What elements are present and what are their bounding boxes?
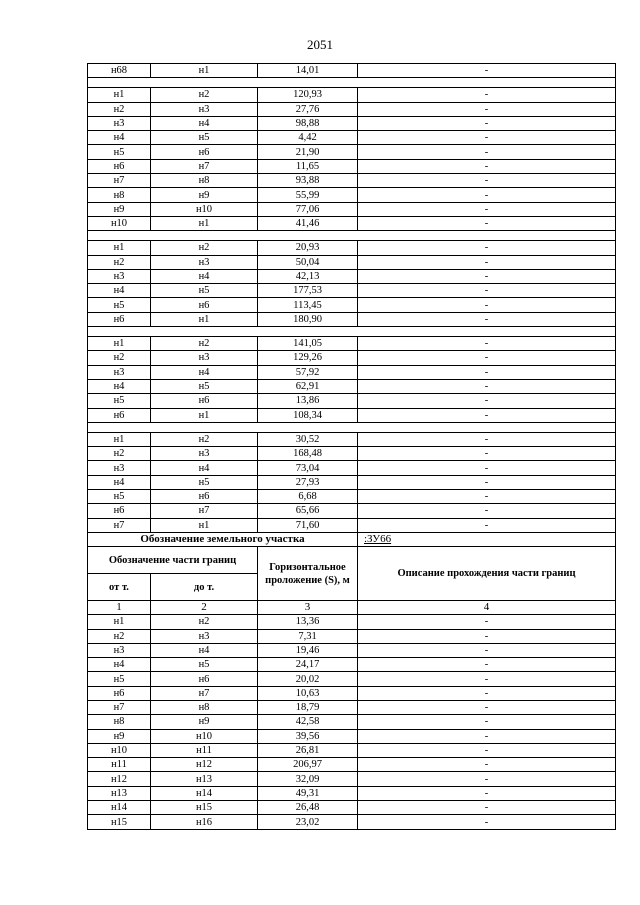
from-point: н3 [88, 365, 151, 379]
to-point: н7 [151, 686, 258, 700]
table-row [88, 729, 616, 743]
length-value: 41,46 [258, 216, 358, 230]
to-point: н3 [151, 102, 258, 116]
separator-row [88, 327, 616, 337]
from-point: н2 [88, 351, 151, 365]
table-row [88, 188, 616, 202]
length-value: 113,45 [258, 298, 358, 312]
description-value: - [358, 772, 616, 786]
from-point: н2 [88, 102, 151, 116]
length-value: 129,26 [258, 351, 358, 365]
description-value: - [358, 394, 616, 408]
to-point: н3 [151, 629, 258, 643]
from-point: н9 [88, 729, 151, 743]
part-header: Обозначение части границ [88, 547, 258, 574]
to-point: н8 [151, 174, 258, 188]
description-value: - [358, 504, 616, 518]
to-point: н1 [151, 408, 258, 422]
from-point: н4 [88, 379, 151, 393]
from-point: н13 [88, 786, 151, 800]
to-point: н10 [151, 729, 258, 743]
from-point: н10 [88, 216, 151, 230]
to-point: н5 [151, 284, 258, 298]
table-row [88, 408, 616, 422]
table-row [88, 490, 616, 504]
table-row [88, 658, 616, 672]
table-row [88, 686, 616, 700]
length-value: 21,90 [258, 145, 358, 159]
to-point: н7 [151, 504, 258, 518]
from-point: н4 [88, 475, 151, 489]
length-value: 27,76 [258, 102, 358, 116]
to-point: н4 [151, 643, 258, 657]
description-value: - [358, 188, 616, 202]
table-row [88, 672, 616, 686]
from-point: н10 [88, 743, 151, 757]
to-point: н2 [151, 432, 258, 446]
to-point: н9 [151, 188, 258, 202]
table-row [88, 700, 616, 714]
length-value: 50,04 [258, 255, 358, 269]
table-row [88, 174, 616, 188]
table-row [88, 801, 616, 815]
from-point: н7 [88, 700, 151, 714]
table-row [88, 461, 616, 475]
length-value: 13,86 [258, 394, 358, 408]
from-point: н6 [88, 159, 151, 173]
table-row [88, 432, 616, 446]
to-point: н2 [151, 241, 258, 255]
description-value: - [358, 432, 616, 446]
to-point: н10 [151, 202, 258, 216]
to-point: н1 [151, 216, 258, 230]
from-point: н15 [88, 815, 151, 829]
from-point: н1 [88, 337, 151, 351]
table-row [88, 202, 616, 216]
length-value: 11,65 [258, 159, 358, 173]
table-row [88, 365, 616, 379]
description-value: - [358, 447, 616, 461]
to-point: н13 [151, 772, 258, 786]
separator-cell [88, 422, 616, 432]
description-value: - [358, 743, 616, 757]
description-value: - [358, 216, 616, 230]
from-point: н7 [88, 518, 151, 532]
description-value: - [358, 102, 616, 116]
separator-row [88, 78, 616, 88]
length-value: 27,93 [258, 475, 358, 489]
description-value: - [358, 202, 616, 216]
header-row [88, 547, 616, 574]
description-value: - [358, 255, 616, 269]
column-number: 3 [258, 601, 358, 615]
description-value: - [358, 159, 616, 173]
to-point: н4 [151, 269, 258, 283]
description-value: - [358, 379, 616, 393]
description-value: - [358, 116, 616, 130]
description-value: - [358, 284, 616, 298]
table-row [88, 518, 616, 532]
separator-cell [88, 327, 616, 337]
table-row [88, 815, 616, 829]
column-numbers-row [88, 601, 616, 615]
table-row [88, 379, 616, 393]
from-header: от т. [88, 574, 151, 601]
from-point: н2 [88, 255, 151, 269]
boundary-table [87, 63, 616, 830]
table-row [88, 131, 616, 145]
from-point: н2 [88, 629, 151, 643]
length-value: 39,56 [258, 729, 358, 743]
length-value: 108,34 [258, 408, 358, 422]
description-value: - [358, 298, 616, 312]
table-row [88, 159, 616, 173]
length-value: 120,93 [258, 88, 358, 102]
table-row [88, 351, 616, 365]
column-number: 4 [358, 601, 616, 615]
from-point: н1 [88, 615, 151, 629]
from-point: н8 [88, 188, 151, 202]
length-value: 55,99 [258, 188, 358, 202]
column-number: 1 [88, 601, 151, 615]
description-value: - [358, 801, 616, 815]
to-header: до т. [151, 574, 258, 601]
table-row [88, 475, 616, 489]
from-point: н6 [88, 408, 151, 422]
table-row [88, 255, 616, 269]
to-point: н9 [151, 715, 258, 729]
description-value: - [358, 700, 616, 714]
length-value: 24,17 [258, 658, 358, 672]
from-point: н1 [88, 241, 151, 255]
table-row [88, 216, 616, 230]
length-value: 26,81 [258, 743, 358, 757]
from-point: н68 [88, 64, 151, 78]
length-value: 71,60 [258, 518, 358, 532]
description-value: - [358, 241, 616, 255]
length-value: 168,48 [258, 447, 358, 461]
length-value: 73,04 [258, 461, 358, 475]
length-value: 177,53 [258, 284, 358, 298]
length-value: 23,02 [258, 815, 358, 829]
description-value: - [358, 269, 616, 283]
table-row [88, 102, 616, 116]
from-point: н11 [88, 758, 151, 772]
from-point: н5 [88, 298, 151, 312]
table-row [88, 284, 616, 298]
to-point: н15 [151, 801, 258, 815]
description-value: - [358, 408, 616, 422]
to-point: н12 [151, 758, 258, 772]
description-value: - [358, 174, 616, 188]
length-value: 6,68 [258, 490, 358, 504]
to-point: н11 [151, 743, 258, 757]
to-point: н2 [151, 615, 258, 629]
length-value: 10,63 [258, 686, 358, 700]
length-value: 62,91 [258, 379, 358, 393]
table-body-contours [88, 78, 616, 533]
from-point: н6 [88, 686, 151, 700]
from-point: н14 [88, 801, 151, 815]
description-value: - [358, 64, 616, 78]
to-point: н3 [151, 255, 258, 269]
description-value: - [358, 351, 616, 365]
description-value: - [358, 715, 616, 729]
table-row [88, 88, 616, 102]
to-point: н1 [151, 312, 258, 326]
from-point: н3 [88, 643, 151, 657]
to-point: н5 [151, 131, 258, 145]
table-row [88, 504, 616, 518]
to-point: н5 [151, 379, 258, 393]
to-point: н1 [151, 518, 258, 532]
from-point: н5 [88, 145, 151, 159]
from-point: н8 [88, 715, 151, 729]
from-point: н3 [88, 461, 151, 475]
description-value: - [358, 643, 616, 657]
table-row [88, 64, 616, 78]
column-number: 2 [151, 601, 258, 615]
to-point: н16 [151, 815, 258, 829]
to-point: н3 [151, 351, 258, 365]
table-body-previous-plot [88, 64, 616, 78]
length-value: 42,58 [258, 715, 358, 729]
description-value: - [358, 490, 616, 504]
length-value: 20,93 [258, 241, 358, 255]
description-value: - [358, 365, 616, 379]
description-value: - [358, 475, 616, 489]
to-point: н3 [151, 447, 258, 461]
length-value: 77,06 [258, 202, 358, 216]
from-point: н3 [88, 269, 151, 283]
length-value: 98,88 [258, 116, 358, 130]
length-value: 49,31 [258, 786, 358, 800]
description-value: - [358, 758, 616, 772]
to-point: н6 [151, 672, 258, 686]
description-value: - [358, 131, 616, 145]
from-point: н2 [88, 447, 151, 461]
to-point: н6 [151, 490, 258, 504]
to-point: н6 [151, 394, 258, 408]
to-point: н2 [151, 337, 258, 351]
length-value: 32,09 [258, 772, 358, 786]
table-row [88, 715, 616, 729]
to-point: н4 [151, 116, 258, 130]
from-point: н1 [88, 88, 151, 102]
from-point: н9 [88, 202, 151, 216]
table-row [88, 269, 616, 283]
length-value: 57,92 [258, 365, 358, 379]
separator-cell [88, 231, 616, 241]
table-row [88, 786, 616, 800]
to-point: н8 [151, 700, 258, 714]
length-value: 206,97 [258, 758, 358, 772]
description-header: Описание прохождения части границ [358, 547, 616, 601]
table-row [88, 743, 616, 757]
description-value: - [358, 729, 616, 743]
table-row [88, 447, 616, 461]
to-point: н14 [151, 786, 258, 800]
plot-label-row [88, 532, 616, 546]
to-point: н7 [151, 159, 258, 173]
from-point: н3 [88, 116, 151, 130]
table-row [88, 758, 616, 772]
table-row [88, 298, 616, 312]
to-point: н2 [151, 88, 258, 102]
length-value: 30,52 [258, 432, 358, 446]
length-value: 42,13 [258, 269, 358, 283]
to-point: н6 [151, 145, 258, 159]
length-value: 14,01 [258, 64, 358, 78]
to-point: н5 [151, 658, 258, 672]
description-value: - [358, 615, 616, 629]
plot-label: Обозначение земельного участка [88, 532, 358, 546]
table-body-plot-header [88, 532, 616, 614]
description-value: - [358, 88, 616, 102]
table-row [88, 145, 616, 159]
table-body-plot-rows [88, 615, 616, 829]
length-value: 4,42 [258, 131, 358, 145]
length-value: 93,88 [258, 174, 358, 188]
table-row [88, 615, 616, 629]
length-value: 141,05 [258, 337, 358, 351]
from-point: н12 [88, 772, 151, 786]
description-value: - [358, 337, 616, 351]
length-value: 7,31 [258, 629, 358, 643]
to-point: н4 [151, 365, 258, 379]
table-row [88, 116, 616, 130]
length-value: 18,79 [258, 700, 358, 714]
from-point: н4 [88, 658, 151, 672]
table-row [88, 394, 616, 408]
description-value: - [358, 686, 616, 700]
length-value: 65,66 [258, 504, 358, 518]
table-row [88, 643, 616, 657]
page-number: 2051 [307, 37, 333, 52]
separator-row [88, 422, 616, 432]
from-point: н5 [88, 490, 151, 504]
from-point: н6 [88, 504, 151, 518]
length-value: 26,48 [258, 801, 358, 815]
description-value: - [358, 518, 616, 532]
separator-row [88, 231, 616, 241]
description-value: - [358, 461, 616, 475]
from-point: н4 [88, 284, 151, 298]
length-value: 20,02 [258, 672, 358, 686]
separator-cell [88, 78, 616, 88]
length-value: 180,90 [258, 312, 358, 326]
table-row [88, 337, 616, 351]
length-value: 19,46 [258, 643, 358, 657]
description-value: - [358, 312, 616, 326]
to-point: н1 [151, 64, 258, 78]
table-row [88, 772, 616, 786]
description-value: - [358, 145, 616, 159]
length-header: Горизонтальное проложение (S), м [258, 547, 358, 601]
table-row [88, 629, 616, 643]
to-point: н6 [151, 298, 258, 312]
plot-id: :ЗУ66 [358, 532, 616, 546]
description-value: - [358, 658, 616, 672]
from-point: н5 [88, 672, 151, 686]
from-point: н6 [88, 312, 151, 326]
description-value: - [358, 786, 616, 800]
from-point: н5 [88, 394, 151, 408]
table-row [88, 241, 616, 255]
length-value: 13,36 [258, 615, 358, 629]
from-point: н4 [88, 131, 151, 145]
description-value: - [358, 629, 616, 643]
from-point: н7 [88, 174, 151, 188]
from-point: н1 [88, 432, 151, 446]
description-value: - [358, 672, 616, 686]
to-point: н4 [151, 461, 258, 475]
description-value: - [358, 815, 616, 829]
table-row [88, 312, 616, 326]
to-point: н5 [151, 475, 258, 489]
